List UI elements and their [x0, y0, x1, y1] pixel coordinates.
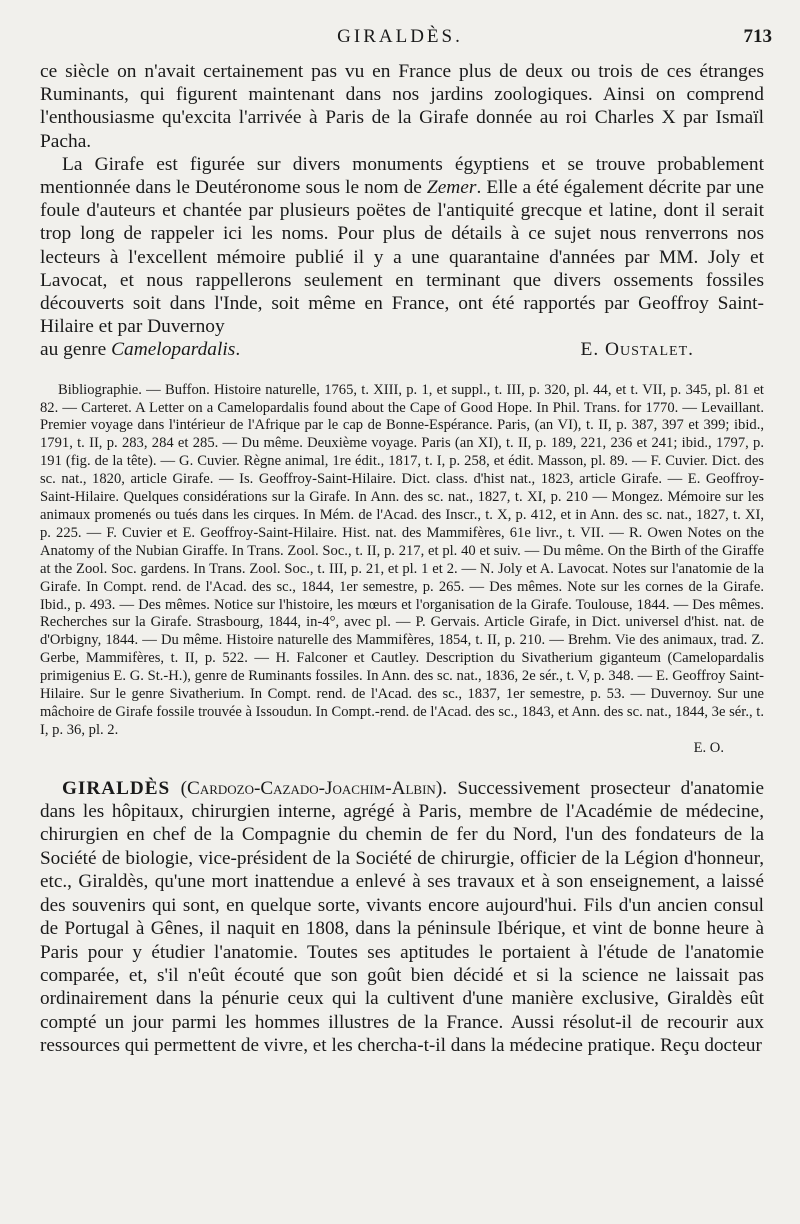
closing-line — [40, 338, 240, 361]
article-headword: GIRALDÈS — [62, 777, 171, 799]
genus-name: Camelopardalis — [111, 339, 236, 361]
giraldes-article — [40, 777, 764, 1058]
giraffe-paragraph-1: ce siècle on n'avait certainement pas vu en France plus de deux ou trois de ces étranges Ruminants, qui figurent maintenant dans nos jardins zoologiques. Ainsi on comprend l'enthousiasme qu'excita l'arrivée à Paris de la Girafe donnée au roi Charles X par Ismaïl Pacha. — [40, 61, 764, 152]
article-text: Successivement prosecteur d'anatomie dans les hôpitaux, chirurgien interne, agrégé à Paris, membre de l'Académie de médecine, chirurgien en chef de la Compagnie du chemin de fer du Nord, l'un des fondateurs de la Société de biologie, vice-président de la Société de chirurgie, officier de la Légion d'honneur, etc., Giraldès, qu'une mort inattendue a enlevé à ses travaux et à son enseignement, a laissé des souvenirs qui sont, en quelque sorte, vivants encore aujourd'hui. Fils d'un ancien consul de Portugal à Gênes, il naquit en 1808, dans la péninsule Ibérique, et vint de bonne heure à Paris pour y étudier l'anatomie. Toutes ses aptitudes le portaient à l'étude de l'anatomie comparée, et, s'il n'eût écouté que son goût bien décidé et si la science ne laissait pas ordinairement dans la pénurie ceux qui la cultivent d'une manière exclusive, Giraldès eût compté un jour parmi les hommes illustres de la France. Aussi résolut-il de recourir aux ressources qui permettent de vivre, et les chercha-t-il dans la médecine pratique. Reçu docteur — [40, 777, 765, 1057]
zemer-term: Zemer — [426, 177, 477, 199]
page-body — [40, 60, 764, 1077]
running-head — [0, 26, 800, 52]
running-head-title: GIRALDÈS. — [337, 26, 463, 47]
page-number: 713 — [743, 26, 772, 47]
bibliography-text: Bibliographie. — Buffon. Histoire naturelle, 1765, t. XIII, p. 1, et suppl., t. III, p. 320, pl. 44, et t. VII, p. 345, pl. 81 et 82. — Carteret. A Letter on a Camelopardalis found about the Cape of Good Hope. In Phil. Trans. for 1770. — Levaillant. Premier voyage dans l'intérieur de l'Afrique par le cap de Bonne-Espérance. Paris, (an VI), t. II, p. 387, 397 et 399; ibid., 1791, t. II, p. 283, 284 et 285. — Du même. Deuxième voyage. Paris (an XI), t. II, p. 189, 221, 236 et 241; ibid., 1797, p. 191 (fig. de la tête). — G. Cuvier. Règne animal, 1re édit., 1817, t. I, p. 258, et édit. Masson, pl. 89. — F. Cuvier. Dict. des sc. nat., 1820, article Girafe. — Is. Geoffroy-Saint-Hilaire. Dict. class. d'hist nat., 1823, article Girafe. — E. Geoffroy-Saint-Hilaire. Quelques considérations sur la Girafe. In Ann. des sc. nat., 1827, t. XI, p. 210 — Mongez. Mémoire sur les animaux promenés ou tués dans les cirques. In Mém. de l'Acad. des Inscr., t. X, p. 412, et in Ann. des sc. nat., 1827, t. XI, p. 225. — F. Cuvier et E. Geoffroy-Saint-Hilaire. Hist. nat. des Mammifères, 61e livr., t. VII. — R. Owen Notes on the Anatomy of the Nubian Giraffe. In Trans. Zool. Soc., t. II, p. 217, et pl. 40 et suiv. — Du même. On the Birth of the Giraffe at the Zool. Soc. gardens. In Trans. Zool. Soc., t. III, p. 21, et pl. 1 et 2. — N. Joly et A. Lavocat. Notes sur l'anatomie de la Girafe. In Compt. rend. de l'Acad. des sc., 1844, 1er semestre, p. 265. — Des mêmes. Note sur les cornes de la Girafe. Ibid., p. 493. — Des mêmes. Notice sur l'histoire, les mœurs et l'organisation de la Girafe. Toulouse, 1844. — Des mêmes. Recherches sur la Girafe. Strasbourg, 1844, in-4°, avec pl. — P. Gervais. Article Girafe, in Dict. universel d'hist. nat. de d'Orbigny, 1844. — Du même. Histoire naturelle des Mammifères, 1854, t. II, p. 210. — Brehm. Vie des animaux, trad. Z. Gerbe, Mammifères, t. II, p. 522. — H. Falconer et Cautley. Description du Sivatherium giganteum (Camelopardalis primigenius E. G. St.-H.), genre de Ruminants fossiles. In Ann. des sc. nat., 1836, 2e sér., t. V, p. 348. — E. Geoffroy Saint-Hilaire. Sur le genre Sivatherium. In Compt. rend. de l'Acad. des sc., 1837, 1er semestre, p. 53. — Duvernoy. Sur une mâchoire de Girafe fossile trouvée à Issoudun. In Compt.-rend. de l'Acad. des sc., 1843, et Ann. des sc. nat., 1844, 3e sér., t. I, p. 36, pl. 2. — [40, 381, 764, 738]
closing-line-b: . — [235, 339, 241, 361]
author-signature: E. Oustalet. — [580, 339, 694, 361]
article-full-name: (Cardozo-Cazado-Joachim-Albin). — [180, 777, 448, 799]
signature-line — [40, 338, 764, 361]
bibliography-initials: E. O. — [693, 739, 724, 756]
giraffe-paragraph-2-b: . Elle a été également décrite par une foule d'auteurs et chantée par plusieurs poëtes de l'antiquité grecque et latine, dont il serait trop long de rappeler ici les noms. Pour plus de détails à ce sujet nous renverrons nos lecteurs à l'excellent mémoire publié il y a une quarantaine d'années par MM. Joly et Lavocat, et nous rappellerons seulement en terminant que divers ossements fossiles découverts soit dans l'Inde, soit même en France, ont été rapportés par Geoffroy Saint-Hilaire et par Duvernoy — [40, 177, 765, 338]
giraffe-paragraph-2 — [40, 153, 764, 339]
giraffe-paragraph-2-a: La Girafe est figurée sur divers monuments égyptiens et se trouve probablement mentionnée dans le Deutéronome sous le nom de — [40, 153, 764, 199]
closing-line-a: au genre — [40, 339, 112, 361]
bibliography — [40, 382, 764, 758]
